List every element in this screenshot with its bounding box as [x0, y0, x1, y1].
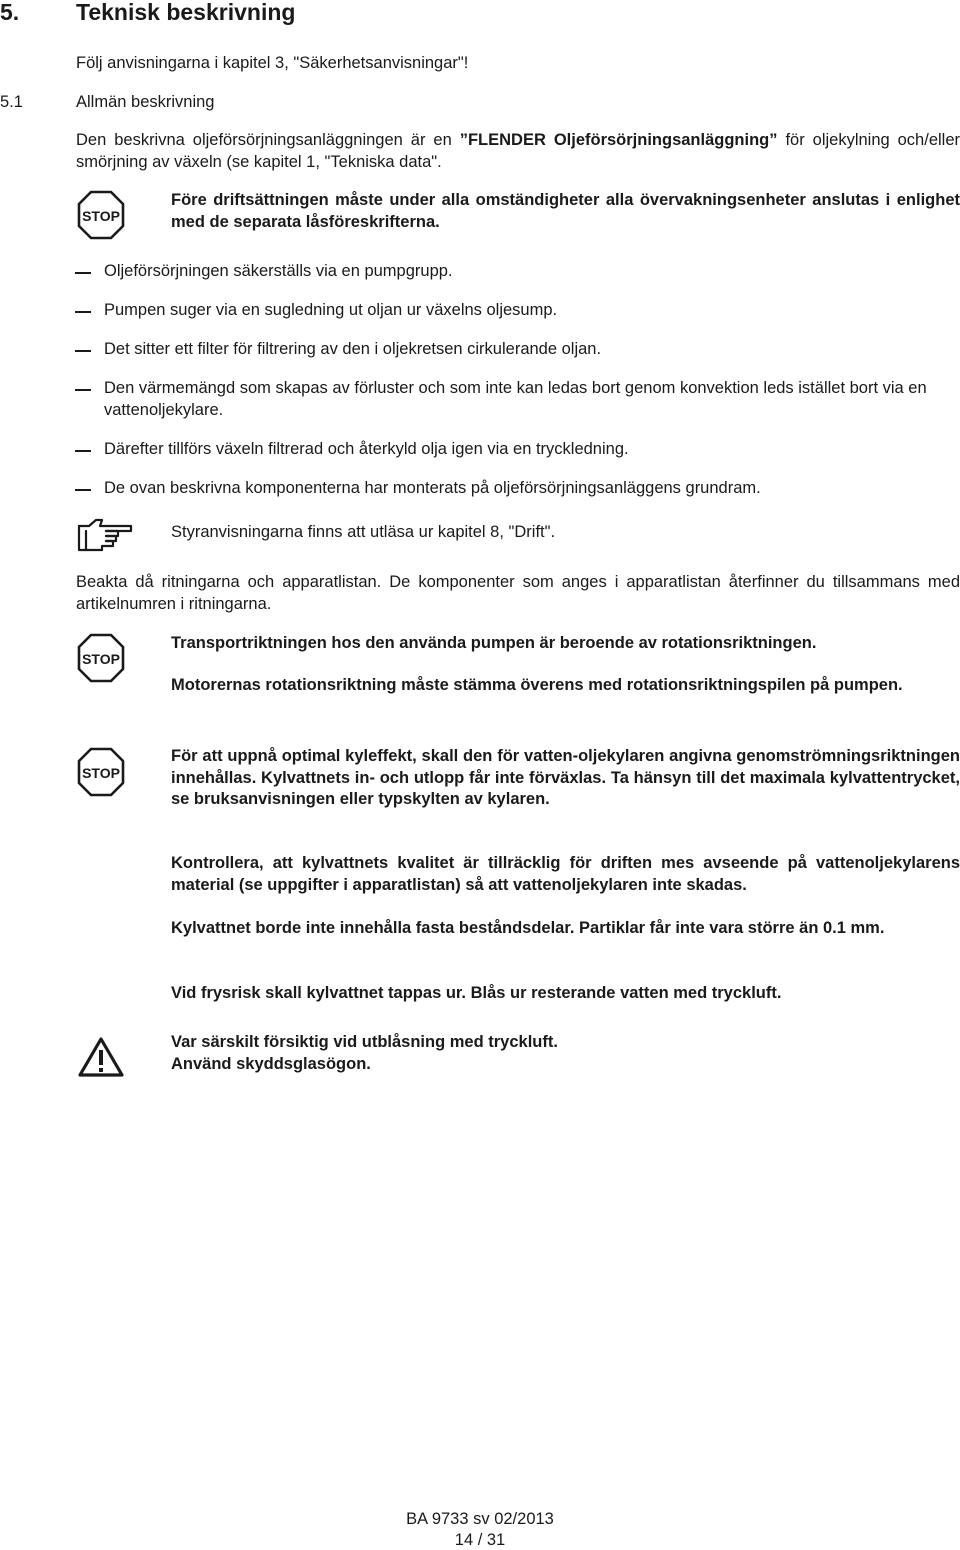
stop-icon — [77, 633, 125, 683]
description-text-end: för oljekylning och/eller smörjning av växeln (se kapitel 1, "Tekniska data". — [76, 131, 960, 171]
footer-page-number: 14 / 31 — [454, 1531, 506, 1549]
chapter-title: Teknisk beskrivning — [76, 0, 296, 25]
description-paragraph — [76, 130, 960, 173]
stop-icon — [77, 190, 125, 240]
list-item: Därefter tillförs växeln filtrerad och återkyld olja igen via en tryckledning. — [104, 440, 629, 458]
bullet-dash — [75, 450, 91, 452]
bullet-dash — [75, 489, 91, 491]
section-number: 5.1 — [0, 93, 23, 111]
hand-note: Styranvisningarna finns att utläsa ur kapitel 8, "Drift". — [171, 523, 556, 541]
list-item: Pumpen suger via en sugledning ut oljan ur växelns oljesump. — [104, 301, 558, 319]
bullet-dash — [75, 272, 91, 274]
brand-name: ”FLENDER Oljeförsörjningsanläggning” — [459, 131, 778, 149]
pointing-hand-icon — [76, 516, 134, 552]
chapter-heading — [0, 0, 960, 29]
bullet-dash — [75, 350, 91, 352]
list-item: Oljeförsörjningen säkerställs via en pumpgrupp. — [104, 262, 453, 280]
warning-line-2: Använd skyddsglasögon. — [171, 1054, 371, 1073]
stop-notice-1: Före driftsättningen måste under alla omständigheter alla övervakningsenheter anslutas i enlighet med de separata låsföreskrifterna. — [171, 191, 960, 231]
section-title: Allmän beskrivning — [76, 93, 215, 111]
stop-notice-3-p3: Vid frysrisk skall kylvattnet tappas ur. Blås ur resterande vatten med tryckluft. — [171, 984, 782, 1002]
bullet-dash — [75, 311, 91, 313]
stop-icon-label: STOP — [82, 208, 120, 224]
stop-notice-3-p2a: Kontrollera, att kylvattnets kvalitet är tillräcklig för driften mes avseende på vattenoljekylarens material (se uppgifter i apparatlistan) så att vattenoljekylaren inte skadas. — [171, 854, 960, 894]
bullet-dash — [75, 389, 91, 391]
stop-notice-2-p2: Motorernas rotationsriktning måste stämma överens med rotationsriktningspilen på pumpen. — [171, 676, 903, 694]
warning-line-1: Var särskilt försiktig vid utblåsning med tryckluft. — [171, 1033, 558, 1051]
stop-notice-3-p1: För att uppnå optimal kyleffekt, skall den för vatten-oljekylaren angivna genomströmningsriktningen innehållas. Kylvattnets in- och utlopp får inte förväxlas. Ta hänsyn till det maximala kylvattentrycket, se bruksanvisningen eller typskylten av kylaren. — [171, 747, 960, 808]
list-item: Den värmemängd som skapas av förluster och som inte kan ledas bort genom konvektion leds istället bort via en vattenoljekylare. — [104, 379, 927, 419]
list-item: Det sitter ett filter för filtrering av den i oljekretsen cirkulerande oljan. — [104, 340, 602, 358]
description-text: Den beskrivna oljeförsörjningsanläggningen är en — [76, 131, 460, 149]
warning-icon — [78, 1036, 124, 1078]
warning-notice — [171, 1032, 960, 1075]
footer-doc-id: BA 9733 sv 02/2013 — [406, 1510, 554, 1528]
drawings-note: Beakta då ritningarna och apparatlistan. De komponenter som anges i apparatlistan återfinner du tillsammans med artikelnumren i ritningarna. — [76, 573, 960, 613]
chapter-number: 5. — [0, 0, 20, 25]
stop-icon-label: STOP — [82, 651, 120, 667]
list-item: De ovan beskrivna komponenterna har monterats på oljeförsörjningsanläggens grundram. — [104, 479, 761, 497]
stop-icon — [77, 747, 125, 797]
stop-notice-2-p1: Transportriktningen hos den använda pumpen är beroende av rotationsriktningen. — [171, 634, 817, 652]
intro-note: Följ anvisningarna i kapitel 3, "Säkerhetsanvisningar"! — [76, 54, 469, 72]
stop-icon-label: STOP — [82, 765, 120, 781]
stop-notice-3-p2b: Kylvattnet borde inte innehålla fasta beståndsdelar. Partiklar får inte vara större än 0.1 mm. — [171, 919, 885, 937]
